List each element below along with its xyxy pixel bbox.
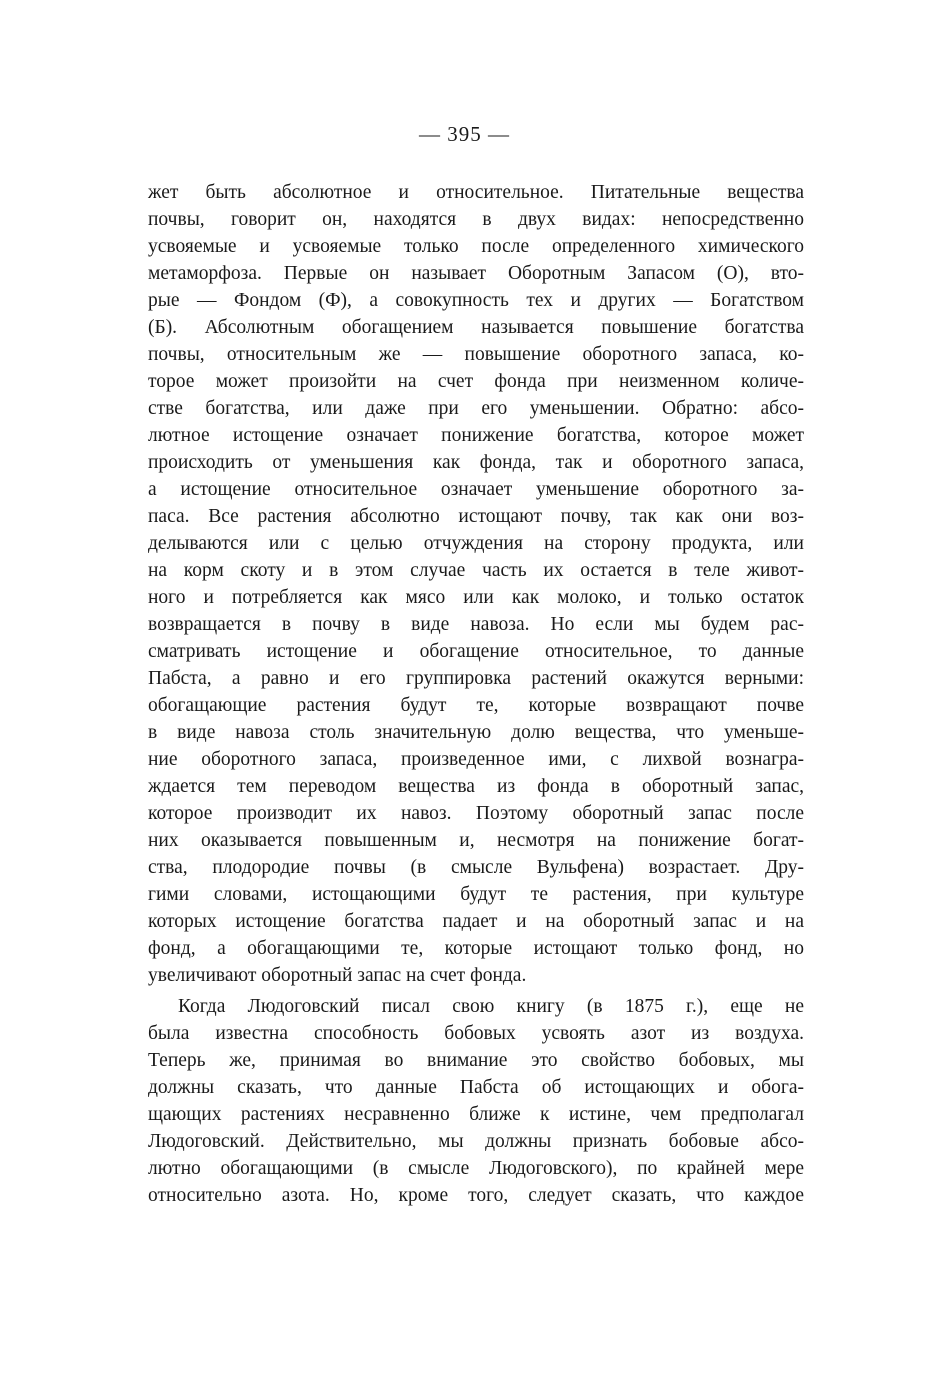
text-line: почвы, относительным же — повышение оборотного запаса, ко- bbox=[148, 344, 804, 365]
page-number: — 395 — bbox=[419, 122, 510, 146]
text-line: гими словами, истощающими будут те растения, при культуре bbox=[148, 884, 804, 905]
text-line: делываются или с целью отчуждения на сторону продукта, или bbox=[148, 533, 804, 554]
text-line: паса. Все растения абсолютно истощают почву, так как они воз- bbox=[148, 506, 804, 527]
text-line: должны сказать, что данные Пабста об истощающих и обога- bbox=[148, 1077, 804, 1098]
text-line: которых истощение богатства падает и на оборотный запас и на bbox=[148, 911, 804, 932]
text-line: них оказывается повышенным и, несмотря на понижение богат- bbox=[148, 830, 804, 851]
text-line: происходить от уменьшения как фонда, так и оборотного запаса, bbox=[148, 452, 804, 473]
text-line: лютно обогащающими (в смысле Людоговского), по крайней мере bbox=[148, 1158, 804, 1179]
paragraph-first-line: Когда Людоговский писал свою книгу (в 1875 г.), еще не bbox=[178, 996, 804, 1017]
text-line: Теперь же, принимая во внимание это свойство бобовых, мы bbox=[148, 1050, 804, 1071]
text-line: которое производит их навоз. Поэтому оборотный запас после bbox=[148, 803, 804, 824]
text-line: ного и потребляется как мясо или как молоко, и только остаток bbox=[148, 587, 804, 608]
text-line: жет быть абсолютное и относительное. Питательные вещества bbox=[148, 182, 804, 203]
text-line: (Б). Абсолютным обогащением называется повышение богатства bbox=[148, 317, 804, 338]
text-line: фонд, а обогащающими те, которые истощают только фонд, но bbox=[148, 938, 804, 959]
text-line: обогащающие растения будут те, которые возвращают почве bbox=[148, 695, 804, 716]
text-line: лютное истощение означает понижение богатства, которое может bbox=[148, 425, 804, 446]
text-line: метаморфоза. Первые он называет Оборотным Запасом (O), вто- bbox=[148, 263, 804, 284]
text-line: относительно азота. Но, кроме того, следует сказать, что каждое bbox=[148, 1185, 804, 1206]
text-line: Пабста, а равно и его группировка растений окажутся верными: bbox=[148, 668, 804, 689]
text-line: щающих растениях несравненно ближе к истине, чем предполагал bbox=[148, 1104, 804, 1125]
text-line: на корм скоту и в этом случае часть их остается в теле живот- bbox=[148, 560, 804, 581]
text-line: почвы, говорит он, находятся в двух видах: непосредственно bbox=[148, 209, 804, 230]
text-line: стве богатства, или даже при его уменьшении. Обратно: абсо- bbox=[148, 398, 804, 419]
text-line: возвращается в почву в виде навоза. Но если мы будем рас- bbox=[148, 614, 804, 635]
text-line: а истощение относительное означает уменьшение оборотного за- bbox=[148, 479, 804, 500]
text-line: ства, плодородие почвы (в смысле Вульфена) возрастает. Дру- bbox=[148, 857, 804, 878]
text-line: усвояемые и усвояемые только после определенного химического bbox=[148, 236, 804, 257]
text-line: сматривать истощение и обогащение относительное, то данные bbox=[148, 641, 804, 662]
text-line: торое может произойти на счет фонда при неизменном количе- bbox=[148, 371, 804, 392]
text-line: рые — Фондом (Ф), а совокупность тех и других — Богатством bbox=[148, 290, 804, 311]
text-line: Людоговский. Действительно, мы должны признать бобовые абсо- bbox=[148, 1131, 804, 1152]
text-line: ждается тем переводом вещества из фонда в оборотный запас, bbox=[148, 776, 804, 797]
text-line: ние оборотного запаса, произведенное ими, с лихвой вознагра- bbox=[148, 749, 804, 770]
text-line: увеличивают оборотный запас на счет фонда. bbox=[148, 965, 527, 986]
text-line: в виде навоза столь значительную долю вещества, что уменьше- bbox=[148, 722, 804, 743]
text-line: была известна способность бобовых усвоять азот из воздуха. bbox=[148, 1023, 804, 1044]
